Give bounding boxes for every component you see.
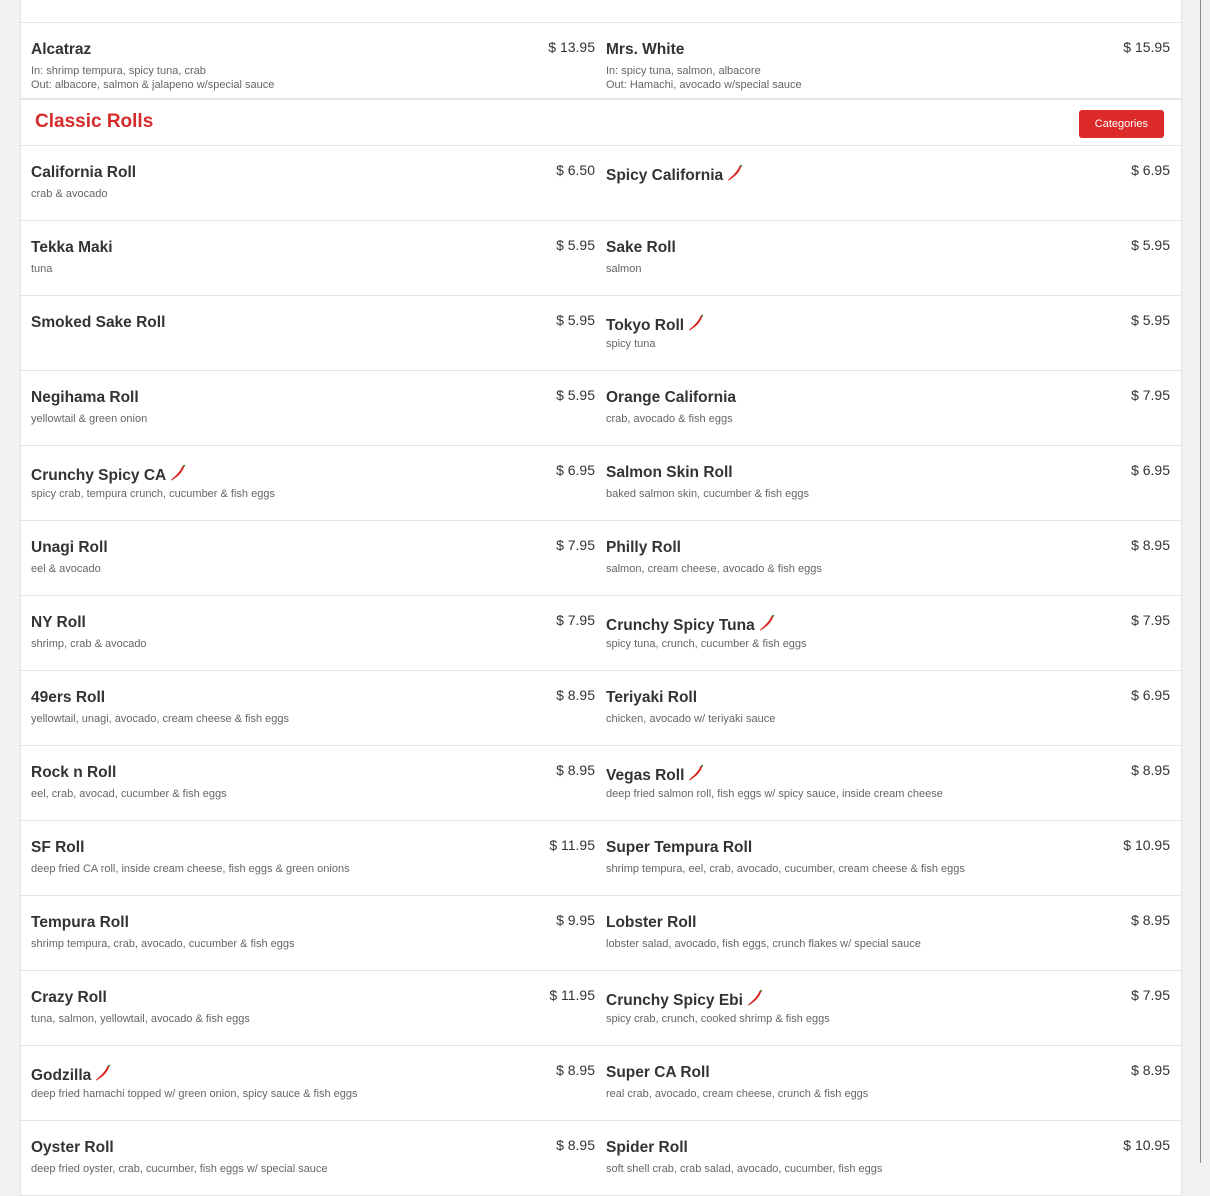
menu-row — [21, 671, 1181, 746]
item-name — [606, 164, 744, 185]
menu-item[interactable] — [596, 971, 1181, 1045]
item-price: $ 6.95 — [556, 462, 595, 478]
menu-row — [21, 1121, 1181, 1196]
item-price: $ 11.95 — [549, 987, 595, 1003]
menu-item[interactable] — [21, 896, 596, 970]
menu-item[interactable] — [21, 821, 596, 895]
item-price: $ 5.95 — [556, 312, 595, 328]
menu-item — [21, 0, 596, 22]
chili-pepper-icon — [758, 614, 776, 632]
item-name-text: SF Roll — [31, 839, 85, 856]
item-name — [31, 989, 107, 1007]
menu-item[interactable] — [596, 296, 1181, 370]
menu-item[interactable] — [596, 746, 1181, 820]
item-description: lobster salad, avocado, fish eggs, crunch flakes w/ special sauce — [606, 938, 921, 950]
item-price: $ 5.95 — [556, 387, 595, 403]
item-name-text: Unagi Roll — [31, 539, 108, 556]
item-price: $ 7.95 — [556, 612, 595, 628]
item-name — [31, 764, 116, 782]
item-description: spicy crab, crunch, cooked shrimp & fish eggs — [606, 1013, 830, 1025]
menu-item[interactable] — [596, 1046, 1181, 1120]
item-name-text: Lobster Roll — [606, 914, 697, 931]
item-price: $ 7.95 — [556, 537, 595, 553]
item-description: shrimp, crab & avocado — [31, 638, 147, 650]
item-description: deep fried CA roll, inside cream cheese, fish eggs & green onions — [31, 863, 350, 875]
item-price: $ 6.50 — [556, 162, 595, 178]
menu-item[interactable] — [21, 746, 596, 820]
item-price: $ 6.95 — [1131, 687, 1170, 703]
item-description: spicy tuna — [606, 338, 656, 350]
item-name — [606, 689, 697, 707]
item-name-text: Godzilla — [31, 1067, 92, 1084]
chili-pepper-icon — [746, 989, 764, 1007]
menu-item[interactable] — [596, 1121, 1181, 1195]
menu-row — [21, 971, 1181, 1046]
menu-row — [21, 23, 1181, 99]
menu-row — [21, 1046, 1181, 1121]
menu-item[interactable] — [596, 146, 1181, 220]
item-description: deep fried salmon roll, fish eggs w/ spicy sauce, inside cream cheese — [606, 788, 943, 800]
menu-item[interactable] — [21, 371, 596, 445]
item-name — [606, 989, 764, 1010]
item-price: $ 8.95 — [1131, 762, 1170, 778]
item-name — [31, 464, 187, 485]
item-name — [31, 389, 139, 407]
menu-item[interactable] — [21, 221, 596, 295]
item-price: $ 8.95 — [556, 687, 595, 703]
item-inside-ingredients: In: spicy tuna, salmon, albacore — [606, 65, 761, 77]
item-name — [31, 239, 113, 257]
item-name — [31, 314, 165, 332]
item-name-text: Salmon Skin Roll — [606, 464, 733, 481]
item-name — [31, 539, 108, 557]
item-description: crab, avocado & fish eggs — [606, 413, 733, 425]
item-name — [606, 1139, 688, 1157]
item-name-text: Crunchy Spicy CA — [31, 467, 167, 484]
item-name-text: 49ers Roll — [31, 689, 106, 706]
item-description: yellowtail & green onion — [31, 413, 148, 425]
item-description: shrimp tempura, eel, crab, avocado, cucumber, cream cheese & fish eggs — [606, 863, 965, 875]
menu-item[interactable] — [21, 296, 596, 370]
item-price: $ 9.95 — [556, 912, 595, 928]
item-description: crab & avocado — [31, 188, 108, 200]
item-price: $ 6.95 — [1131, 162, 1170, 178]
menu-item[interactable] — [596, 896, 1181, 970]
menu-item[interactable] — [596, 821, 1181, 895]
item-price: $ 6.95 — [1131, 462, 1170, 478]
item-name — [606, 614, 776, 635]
menu-row — [21, 596, 1181, 671]
item-name — [31, 614, 86, 632]
menu-item — [596, 0, 1181, 22]
item-price: $ 10.95 — [1123, 1137, 1170, 1153]
item-price: $ 7.95 — [1131, 387, 1170, 403]
item-name-text: Sake Roll — [606, 239, 676, 256]
menu-content — [20, 0, 1182, 1196]
item-price: $ 13.95 — [548, 39, 595, 55]
item-name — [606, 914, 696, 932]
item-name-text: Philly Roll — [606, 539, 681, 556]
item-name-text: Smoked Sake Roll — [31, 314, 166, 331]
item-description: yellowtail, unagi, avocado, cream cheese & fish eggs — [31, 713, 290, 725]
item-name — [606, 314, 705, 335]
item-description: baked salmon skin, cucumber & fish eggs — [606, 488, 809, 500]
item-name — [31, 839, 84, 857]
menu-row — [21, 371, 1181, 446]
chili-pepper-icon — [726, 164, 744, 182]
item-name — [606, 839, 752, 857]
item-price: $ 5.95 — [556, 237, 595, 253]
item-description: soft shell crab, crab salad, avocado, cucumber, fish eggs — [606, 1163, 883, 1175]
menu-item[interactable] — [21, 521, 596, 595]
item-outside-ingredients: Out: albacore, salmon & jalapeno w/special sauce — [31, 79, 275, 91]
chili-pepper-icon — [169, 464, 187, 482]
item-description: eel, crab, avocad, cucumber & fish eggs — [31, 788, 227, 800]
menu-item[interactable] — [21, 596, 596, 670]
item-price: $ 11.95 — [549, 837, 595, 853]
chili-pepper-icon — [687, 764, 705, 782]
item-price: $ 15.95 — [1123, 39, 1170, 55]
item-name-text: Spider Roll — [606, 1139, 688, 1156]
item-description: tuna — [31, 263, 53, 275]
item-description: salmon, cream cheese, avocado & fish eggs — [606, 563, 822, 575]
item-name — [606, 764, 705, 785]
item-description: spicy crab, tempura crunch, cucumber & fish eggs — [31, 488, 275, 500]
item-name-text: Negihama Roll — [31, 389, 139, 406]
item-price: $ 8.95 — [1131, 1062, 1170, 1078]
menu-row — [21, 221, 1181, 296]
item-price: $ 5.95 — [1131, 237, 1170, 253]
menu-row-partial — [21, 0, 1181, 23]
item-description: spicy tuna, crunch, cucumber & fish eggs — [606, 638, 807, 650]
menu-item[interactable] — [596, 521, 1181, 595]
item-price: $ 7.95 — [1131, 987, 1170, 1003]
item-name-text: NY Roll — [31, 614, 86, 631]
item-name-text: Teriyaki Roll — [606, 689, 698, 706]
item-description: tuna, salmon, yellowtail, avocado & fish eggs — [31, 1013, 250, 1025]
item-name-text: Crazy Roll — [31, 989, 107, 1006]
item-ingredients — [31, 64, 274, 92]
menu-row — [21, 521, 1181, 596]
menu-item[interactable] — [21, 671, 596, 745]
section-title: Classic Rolls — [35, 111, 154, 132]
item-price: $ 7.95 — [1131, 612, 1170, 628]
item-name — [606, 389, 736, 407]
item-description: shrimp tempura, crab, avocado, cucumber & fish eggs — [31, 938, 295, 950]
item-name: Alcatraz — [31, 41, 92, 58]
item-name — [606, 239, 676, 257]
item-price: $ 5.95 — [1131, 312, 1170, 328]
item-ingredients — [606, 64, 802, 92]
item-name — [606, 464, 733, 482]
menu-row — [21, 821, 1181, 896]
item-name — [606, 1064, 710, 1082]
item-name — [31, 689, 105, 707]
menu-item[interactable] — [596, 596, 1181, 670]
chili-pepper-icon — [94, 1064, 112, 1082]
menu-item[interactable] — [21, 1121, 596, 1195]
menu-row — [21, 146, 1181, 221]
item-description: deep fried oyster, crab, cucumber, fish eggs w/ special sauce — [31, 1163, 328, 1175]
item-name — [31, 914, 129, 932]
item-description: salmon — [606, 263, 642, 275]
item-description: eel & avocado — [31, 563, 101, 575]
item-name-text: Vegas Roll — [606, 767, 685, 784]
menu-item[interactable] — [596, 221, 1181, 295]
item-name-text: Tekka Maki — [31, 239, 113, 256]
item-name-text: Super Tempura Roll — [606, 839, 753, 856]
item-name-text: Crunchy Spicy Tuna — [606, 617, 755, 634]
menu-list — [21, 146, 1181, 1196]
item-price: $ 10.95 — [1123, 837, 1170, 853]
menu-row — [21, 446, 1181, 521]
menu-row — [21, 896, 1181, 971]
item-price: $ 8.95 — [1131, 912, 1170, 928]
menu-item[interactable] — [21, 446, 596, 520]
menu-item[interactable] — [596, 671, 1181, 745]
item-price: $ 8.95 — [556, 1062, 595, 1078]
menu-item[interactable] — [596, 371, 1181, 445]
item-price: $ 8.95 — [556, 762, 595, 778]
item-name-text: Rock n Roll — [31, 764, 117, 781]
chili-pepper-icon — [687, 314, 705, 332]
item-name-text: Super CA Roll — [606, 1064, 710, 1081]
item-name-text: Spicy California — [606, 167, 724, 184]
item-name-text: Crunchy Spicy Ebi — [606, 992, 743, 1009]
item-name-text: Orange California — [606, 389, 737, 406]
menu-item[interactable] — [596, 23, 1181, 98]
item-inside-ingredients: In: shrimp tempura, spicy tuna, crab — [31, 65, 206, 77]
menu-item[interactable] — [21, 146, 596, 220]
menu-row — [21, 296, 1181, 371]
menu-item[interactable] — [21, 1046, 596, 1120]
categories-button[interactable]: Categories — [1079, 110, 1164, 138]
item-name-text: California Roll — [31, 164, 137, 181]
item-name — [31, 1064, 112, 1085]
item-outside-ingredients: Out: Hamachi, avocado w/special sauce — [606, 79, 802, 91]
item-name-text: Oyster Roll — [31, 1139, 114, 1156]
section-header — [21, 99, 1181, 146]
item-price: $ 8.95 — [1131, 537, 1170, 553]
item-name — [31, 164, 136, 182]
item-name — [606, 539, 681, 557]
menu-item[interactable] — [596, 446, 1181, 520]
item-name-text: Tokyo Roll — [606, 317, 685, 334]
item-description: chicken, avocado w/ teriyaki sauce — [606, 713, 776, 725]
item-price: $ 8.95 — [556, 1137, 595, 1153]
menu-row — [21, 746, 1181, 821]
menu-item[interactable] — [21, 23, 596, 98]
item-description: real crab, avocado, cream cheese, crunch & fish eggs — [606, 1088, 869, 1100]
item-name: Mrs. White — [606, 41, 685, 58]
item-name — [31, 1139, 114, 1157]
item-name-text: Tempura Roll — [31, 914, 129, 931]
item-description: deep fried hamachi topped w/ green onion, spicy sauce & fish eggs — [31, 1088, 358, 1100]
menu-item[interactable] — [21, 971, 596, 1045]
